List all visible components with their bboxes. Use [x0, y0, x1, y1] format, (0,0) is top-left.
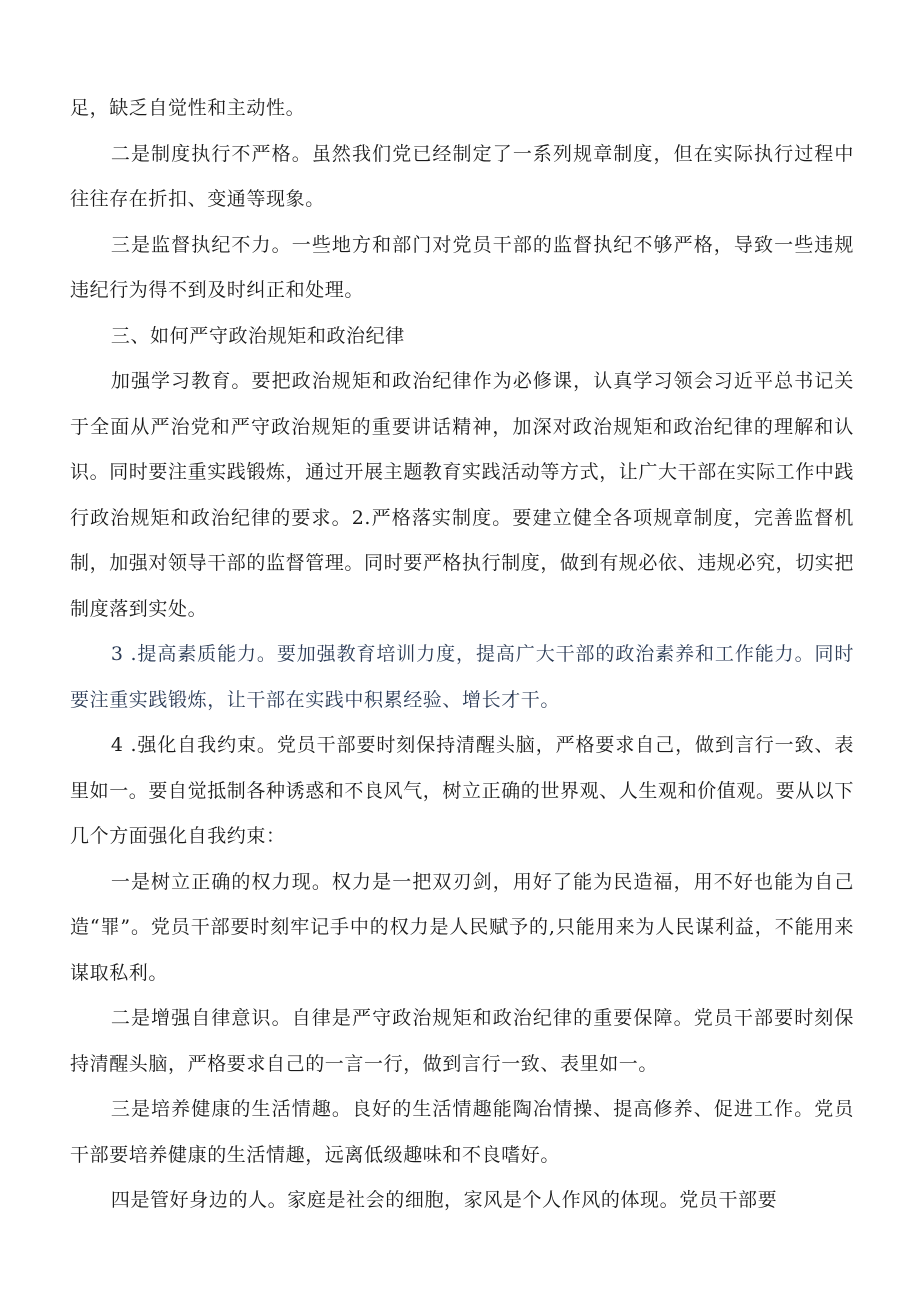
paragraph-healthy-interests: 三是培养健康的生活情趣。良好的生活情趣能陶冶情操、提高修养、促进工作。党员干部要培养健康的生活情趣，远离低级趣味和不良嗜好。: [70, 1098, 854, 1166]
paragraph-supervision-discipline: 三是监督执纪不力。一些地方和部门对党员干部的监督执纪不够严格，导致一些违规违纪行为得不到及时纠正和处理。: [70, 233, 854, 301]
paragraph-self-restraint: 4 .强化自我约束。党员干部要时刻保持清醒头脑，严格要求自己，做到言行一致、表里如一。要自觉抵制各种诱惑和不良风气，树立正确的世界观、人生观和价值观。要从以下几个方面强化自我约束：: [70, 734, 855, 847]
section-heading-how-to-observe: 三、如何严守政治规矩和政治纪律: [110, 324, 405, 347]
paragraph-continuation: 足，缺乏自觉性和主动性。: [70, 97, 306, 119]
paragraph-study-education: 加强学习教育。要把政治规矩和政治纪律作为必修课，认真学习领会习近平总书记关于全面从严治党和严守政治规矩的重要讲话精神，加深对政治规矩和政治纪律的理解和认识。同时要注重实践锻炼，通过开展主题教育实践活动等方式，让广大干部在实际工作中践行政治规矩和政治纪律的要求。2.严格落实制度。要建立健全各项规章制度，完善监督机制，加强对领导干部的监督管理。同时要严格执行制度，做到有规必依、违规必究，切实把制度落到实处。: [70, 370, 855, 620]
paragraph-manage-family: 四是管好身边的人。家庭是社会的细胞，家风是个人作风的体现。党员干部要: [110, 1189, 778, 1211]
paragraph-power-view: 一是树立正确的权力现。权力是一把双刃剑，用好了能为民造福，用不好也能为自己造“罪”。党员干部要时刻牢记手中的权力是人民赋予的,只能用来为人民谋利益，不能用来谋取私利。: [70, 870, 854, 984]
paragraph-self-discipline: 二是增强自律意识。自律是严守政治规矩和政治纪律的重要保障。党员干部要时刻保持清醒头脑，严格要求自己的一言一行，做到言行一致、表里如一。: [70, 1007, 854, 1075]
document-body: [70, 86, 854, 1224]
paragraph-institution-enforcement: 二是制度执行不严格。虽然我们党已经制定了一系列规章制度，但在实际执行过程中往往存在折扣、变通等现象。: [70, 142, 854, 210]
paragraph-improve-quality: 3 .提高素质能力。要加强教育培训力度，提高广大干部的政治素养和工作能力。同时要注重实践锻炼，让干部在实践中积累经验、增长才干。: [70, 643, 854, 711]
